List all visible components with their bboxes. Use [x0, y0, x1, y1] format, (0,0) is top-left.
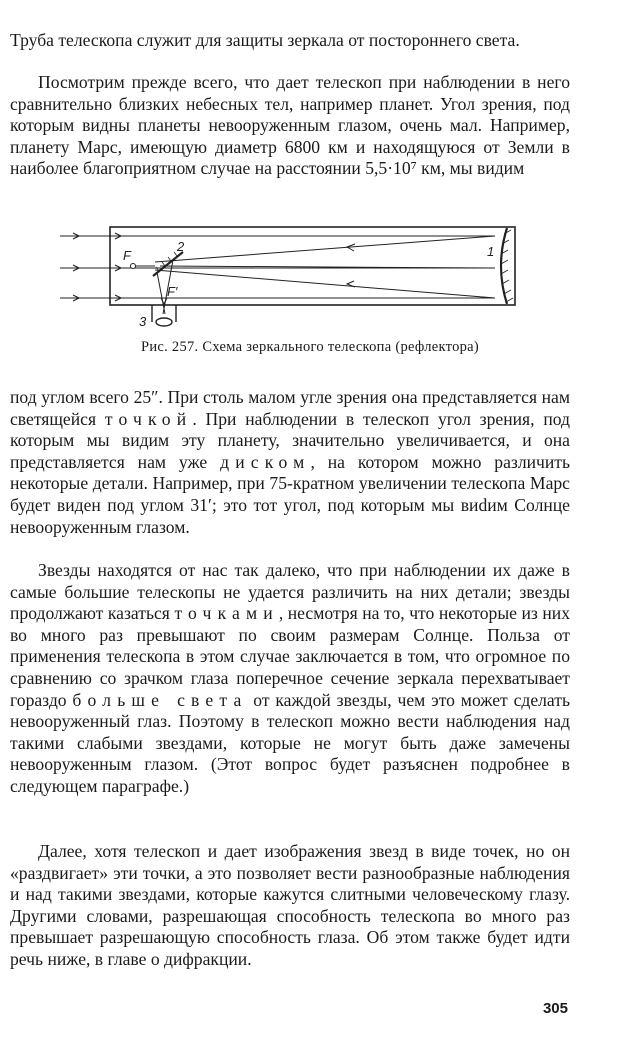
diagram-svg [55, 218, 535, 333]
paragraph-3 [10, 387, 570, 538]
paragraph-1: Труба телескопа служит для защиты зеркала от постороннего света. [10, 30, 520, 50]
label-focus: F [123, 248, 131, 263]
paragraph-4-part-a: Звезды находятся от нас так далеко, что при наблюдении их даже в самые большие телескопы не удается различить на них детали; звезды продолжают казаться [10, 560, 570, 624]
paragraph-4-emphasis-points: точками [174, 603, 279, 624]
paragraph-3-emphasis-disk: диском [220, 451, 311, 472]
paragraph-4 [10, 560, 570, 798]
figure-caption: Рис. 257. Схема зеркального телескопа (рефлектора) [140, 339, 480, 355]
paragraph-4-emphasis-more-light: больше света [72, 689, 248, 710]
reflected-rays [155, 236, 495, 298]
paragraph-5: Далее, хотя телескоп и дает изображения звезд в виде точек, но он «раздвигает» эти точки, а это позволяет вести разнообразные наблюдения и над такими звездами, которые кажутся слитными человеческому глазу. Другими словами, разрешающая способность телескопа во много раз превышает разрешающую способность глаза. Об этом также будет идти речь ниже, в главе о дифракции. [10, 841, 570, 969]
label-flat-mirror: 2 [177, 239, 185, 254]
paragraph-3-emphasis-point: точкой [104, 408, 193, 429]
paragraph-3-part-c: . При наблюдении в телескоп угол зрения, под которым мы видим эту планету, значительно увеличивается, и она представляется нам уже [10, 408, 570, 472]
paragraph-4-part-e: от каждой звезды, чем это может сделать невооруженный глаз. Поэтому в телескоп можно вести наблюдения над такими слабыми звездами, которые не могут быть даже замечены невооруженным глазом. (Этот вопрос будет разъяснен подробнее в следующем параграфе.) [10, 689, 570, 796]
page-number: 305 [542, 1000, 568, 1017]
paragraph-2: Посмотрим прежде всего, что дает телескоп при наблюдении в него сравнительно близких небесных тел, например планет. Угол зрения, под которым видны планеты невооруженным глазом, очень мал. Например, планету Марс, имеющую диаметр 6800 км и находящуюся от Земли в наиболее благоприятном случае на расстоянии 5,5·10⁷ км, мы видим [10, 72, 570, 179]
focus-point [131, 264, 136, 269]
label-focus-prime: F′ [167, 284, 178, 299]
paragraph-4-part-c: , несмотря на то, что некоторые из них во много раз превышают по своим размерам Солнце. Польза от применения телескопа в этом случае заключается в том, что огромное по сравнению со зрачком глаза поперечное сечение зеркала перехватывает гораздо [10, 603, 571, 710]
label-eyepiece: 3 [139, 314, 147, 329]
label-primary-mirror: 1 [487, 244, 495, 259]
paragraph-3-part-e: , на котором можно различить некоторые детали. Например, при 75-кратном увеличении телескопа Марс будет виден под углом 31′; это тот угол, под которым мы виdим Солнце невооруженным глазом. [10, 451, 570, 537]
reflector-telescope-diagram [55, 218, 535, 333]
paragraph-3-part-a: под углом всего 25″. При столь малом угле зрения она представляется нам светящейся [10, 387, 570, 429]
